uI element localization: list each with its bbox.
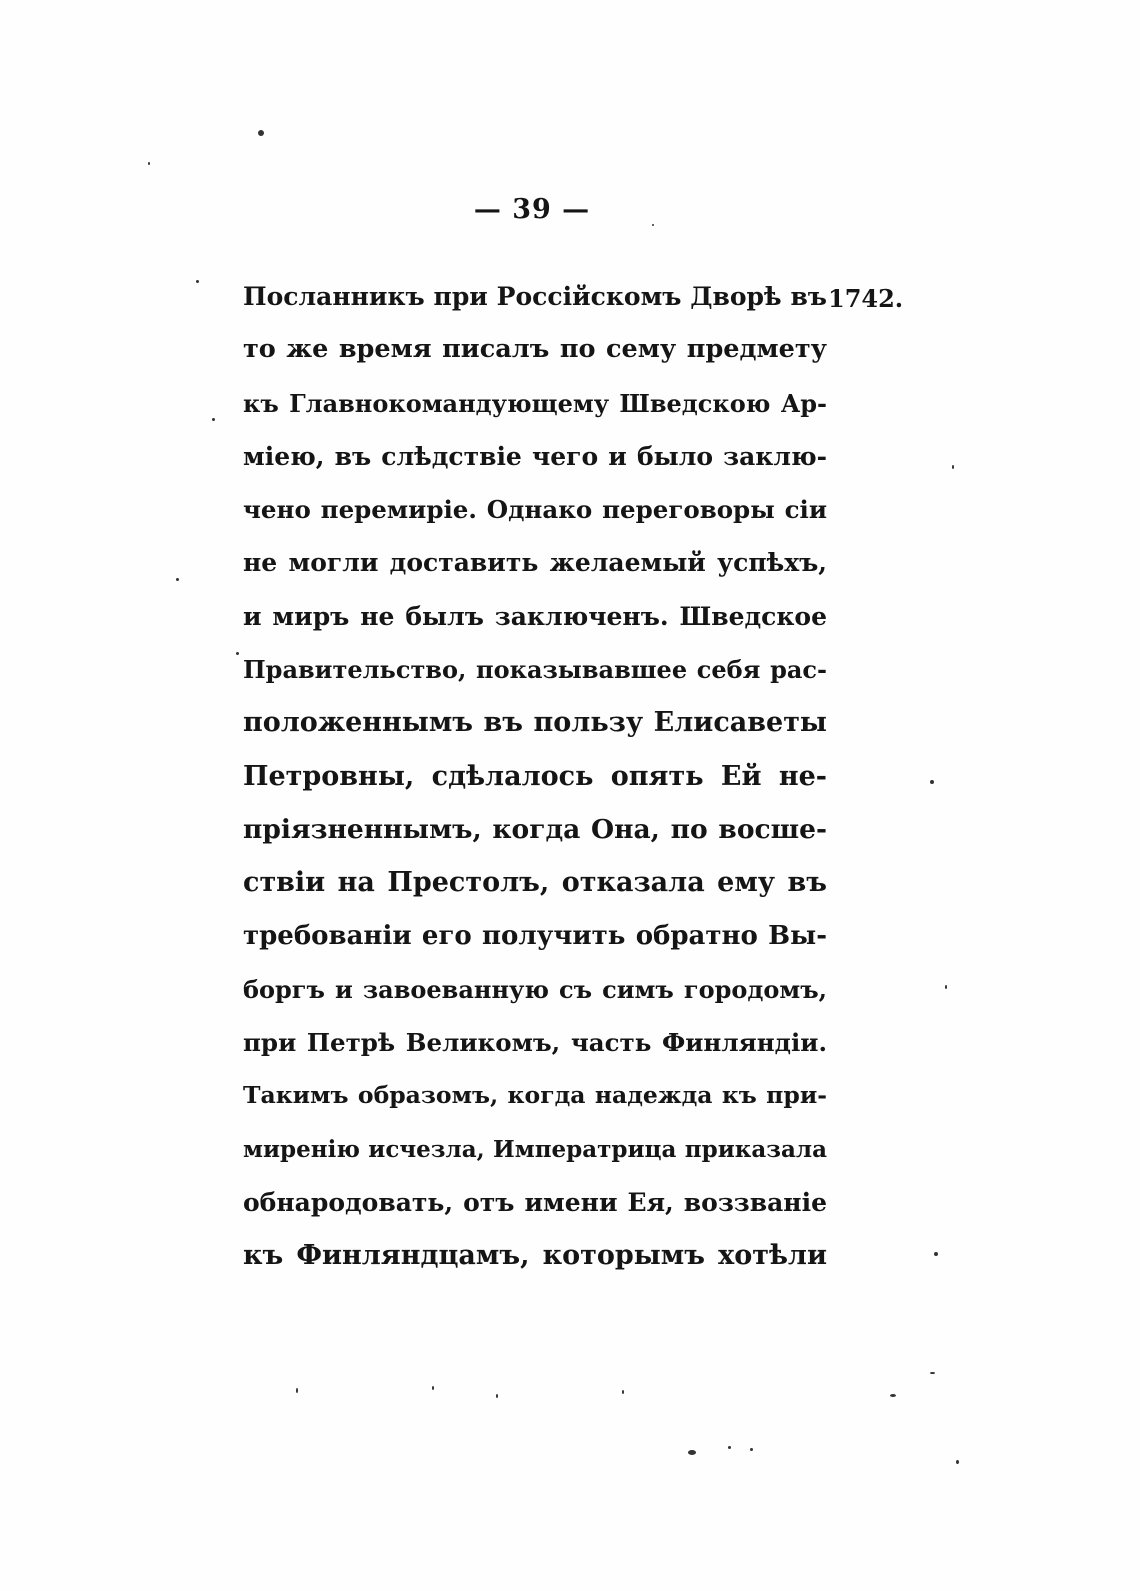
text-line: Правительство, показывавшее себя рас- xyxy=(243,655,827,685)
text-line: Такимъ образомъ, когда надежда къ при- xyxy=(243,1081,827,1110)
text-line: къ Финляндцамъ, которымъ хотѣли xyxy=(243,1240,827,1272)
text-line: боргъ и завоеванную съ симъ городомъ, xyxy=(243,974,827,1004)
text-line: Посланникъ при Россійскомъ Дворѣ въ xyxy=(243,282,827,311)
text-line: ствіи на Престолъ, отказала ему въ xyxy=(243,867,827,899)
text-line: къ Главнокомандующему Шведскою Ар- xyxy=(243,388,827,418)
text-line: при Петрѣ Великомъ, часть Финляндіи. xyxy=(243,1028,827,1058)
page-number: — 39 — xyxy=(473,194,591,225)
text-line: не могли доставить желаемый успѣхъ, xyxy=(243,548,827,578)
text-line: положеннымъ въ пользу Елисаветы xyxy=(243,707,827,739)
text-line: обнародовать, отъ имени Ея, воззваніе xyxy=(243,1188,827,1218)
text-line: пріязненнымъ, когда Она, по восше- xyxy=(243,813,827,845)
text-line: Петровны, сдѣлалось опять Ей не- xyxy=(243,760,827,792)
text-line: то же время писалъ по сему предмету xyxy=(243,334,827,365)
body-text xyxy=(243,270,827,1283)
text-line: міею, въ слѣдствіе чего и было заклю- xyxy=(243,441,827,471)
text-line: требованіи его получить обратно Вы- xyxy=(243,920,827,951)
margin-year-note: 1742. xyxy=(828,284,904,313)
text-line: и миръ не былъ заключенъ. Шведское xyxy=(243,601,827,631)
text-line: чено перемиріе. Однако переговоры сіи xyxy=(243,495,827,525)
text-line: миренію исчезла, Императрица приказала xyxy=(243,1135,827,1163)
